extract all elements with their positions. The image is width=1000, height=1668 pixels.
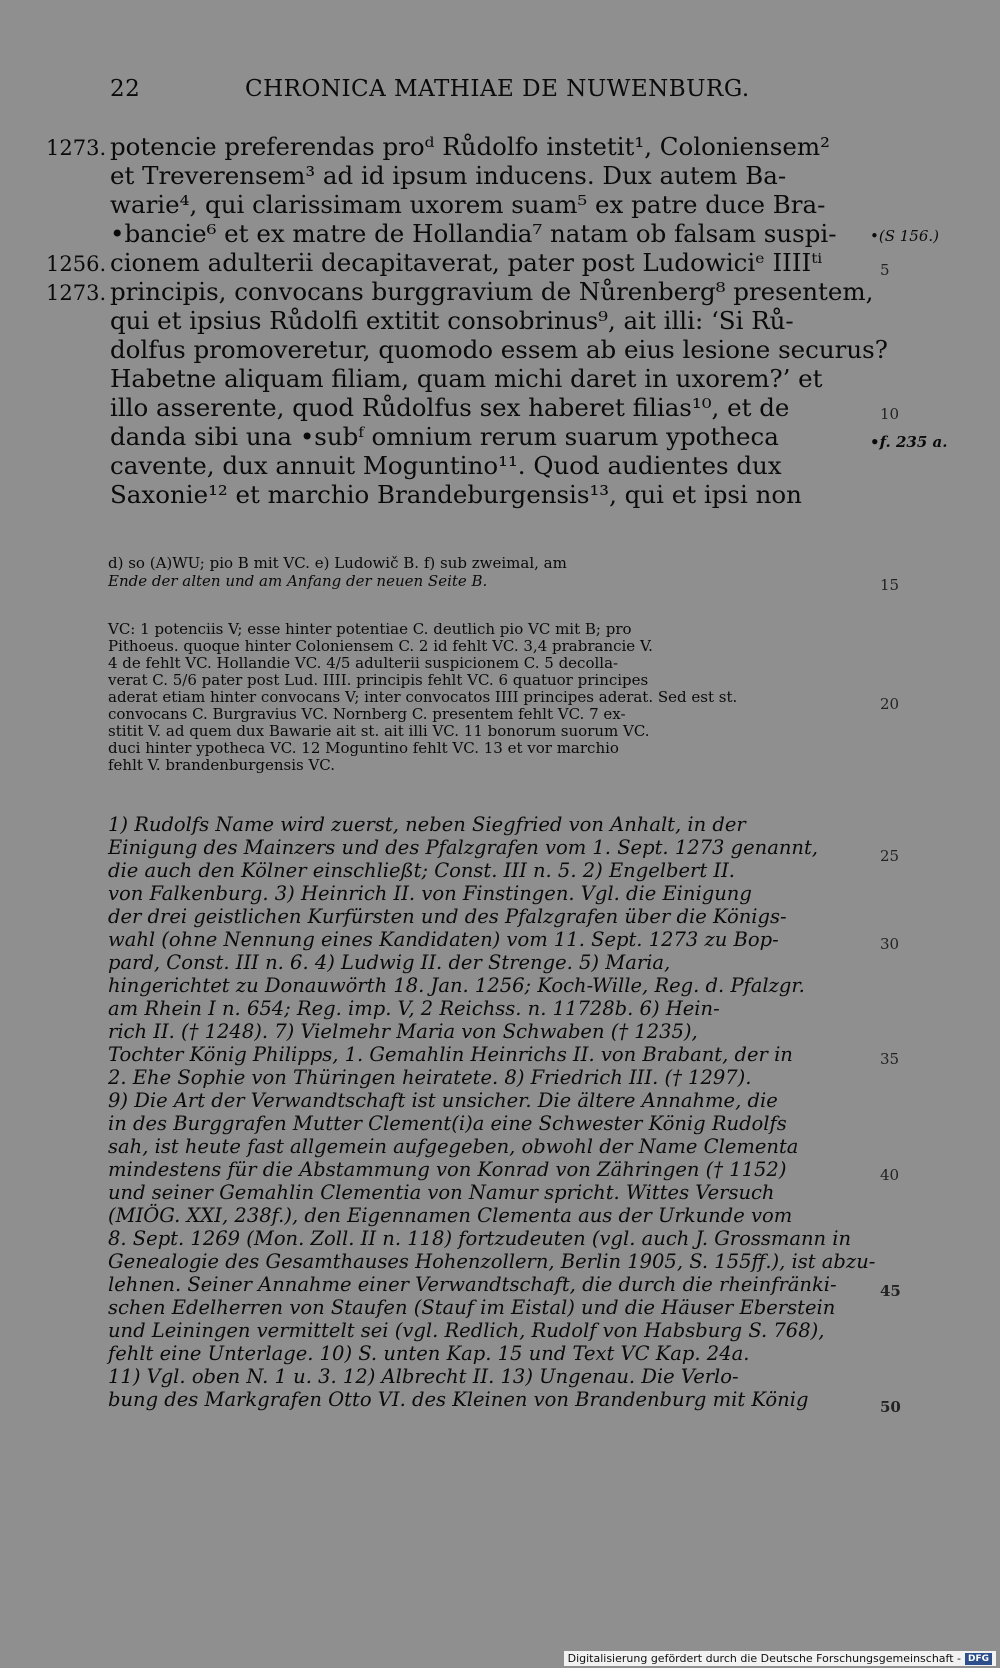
footnote-line: 9) Die Art der Verwandtschaft ist unsicher. Die ältere Annahme, die — [108, 1089, 778, 1112]
main-text-line: Habetne aliquam filiam, quam michi daret in uxorem?’ et — [110, 364, 823, 393]
running-title: CHRONICA MATHIAE DE NUWENBURG. — [245, 76, 750, 102]
footnote-line: 1) Rudolfs Name wird zuerst, neben Siegfried von Anhalt, in der — [108, 813, 746, 836]
margin-ms-reference: •(S 156.) — [870, 227, 939, 245]
apparatus-line: fehlt V. brandenburgensis VC. — [108, 756, 336, 774]
main-text-line: potencie preferendas proᵈ Růdolfo instetit¹, Coloniensem² — [110, 132, 830, 161]
apparatus-line: duci hinter ypotheca VC. 12 Moguntino fehlt VC. 13 et vor marchio — [108, 739, 619, 757]
line-number: 30 — [880, 935, 900, 953]
footnote-line: 11) Vgl. oben N. 1 u. 3. 12) Albrecht II. 13) Ungenau. Die Verlo- — [108, 1365, 739, 1388]
main-text-line: principis, convocans burggravium de Nůrenberg⁸ presentem, — [110, 277, 874, 306]
year-marker: 1273. — [46, 281, 107, 305]
footnote-line: wahl (ohne Nennung eines Kandidaten) vom 11. Sept. 1273 zu Bop- — [108, 928, 779, 951]
digitization-footer — [564, 1651, 996, 1666]
footnote-line: 8. Sept. 1269 (Mon. Zoll. II n. 118) fortzudeuten (vgl. auch J. Grossmann in — [108, 1227, 852, 1250]
line-number: 10 — [880, 405, 900, 423]
footnote-line: Einigung des Mainzers und des Pfalzgrafen vom 1. Sept. 1273 genannt, — [108, 836, 818, 859]
line-number: 40 — [880, 1166, 900, 1184]
apparatus-line: verat C. 5/6 pater post Lud. IIII. principis fehlt VC. 6 quatuor principes — [108, 671, 649, 689]
line-number: 35 — [880, 1050, 900, 1068]
footer-text: Digitalisierung gefördert durch die Deutsche Forschungsgemeinschaft - — [567, 1652, 961, 1665]
footnote-line: rich II. († 1248). 7) Vielmehr Maria von Schwaben († 1235), — [108, 1020, 698, 1043]
main-text-line: illo asserente, quod Růdolfus sex haberet filias¹⁰, et de — [110, 393, 790, 422]
footnote-line: sah, ist heute fast allgemein aufgegeben, obwohl der Name Clementa — [108, 1135, 799, 1158]
margin-ms-reference: •f. 235 a. — [870, 433, 948, 451]
apparatus-line: Pithoeus. quoque hinter Coloniensem C. 2 id fehlt VC. 3,4 prabrancie V. — [108, 637, 653, 655]
page-number: 22 — [110, 76, 141, 102]
footnote-line: in des Burggrafen Mutter Clement(i)a eine Schwester König Rudolfs — [108, 1112, 787, 1135]
apparatus-line: VC: 1 potenciis V; esse hinter potentiae C. deutlich pio VC mit B; pro — [108, 620, 632, 638]
main-text-line: warie⁴, qui clarissimam uxorem suam⁵ ex patre duce Bra- — [110, 190, 826, 219]
main-text-line: et Treverensem³ ad id ipsum inducens. Dux autem Ba- — [110, 161, 787, 190]
footnote-line: hingerichtet zu Donauwörth 18. Jan. 1256; Koch-Wille, Reg. d. Pfalzgr. — [108, 974, 805, 997]
footnote-line: pard, Const. III n. 6. 4) Ludwig II. der Strenge. 5) Maria, — [108, 951, 671, 974]
apparatus-line: d) so (A)WU; pio B mit VC. e) Ludowič B. f) sub zweimal, am — [108, 554, 567, 572]
main-text-line: •bancie⁶ et ex matre de Hollandia⁷ natam ob falsam suspi- — [110, 219, 837, 248]
main-text-line: danda sibi una •subᶠ omnium rerum suarum ypotheca — [110, 422, 779, 451]
line-number: 20 — [880, 695, 900, 713]
main-text-line: Saxonie¹² et marchio Brandeburgensis¹³, qui et ipsi non — [110, 480, 802, 509]
main-text-line: dolfus promoveretur, quomodo essem ab eius lesione securus? — [110, 335, 888, 364]
line-number: 15 — [880, 576, 900, 594]
line-number: 25 — [880, 847, 900, 865]
footnote-line: fehlt eine Unterlage. 10) S. unten Kap. 15 und Text VC Kap. 24a. — [108, 1342, 750, 1365]
apparatus-line: convocans C. Burgravius VC. Nornberg C. presentem fehlt VC. 7 ex- — [108, 705, 626, 723]
footnote-line: mindestens für die Abstammung von Konrad von Zähringen († 1152) — [108, 1158, 787, 1181]
footnote-line: und Leiningen vermittelt sei (vgl. Redlich, Rudolf von Habsburg S. 768), — [108, 1319, 825, 1342]
footnote-line: die auch den Kölner einschließt; Const. III n. 5. 2) Engelbert II. — [108, 859, 735, 882]
footnote-line: (MIÖG. XXI, 238f.), den Eigennamen Clementa aus der Urkunde vom — [108, 1204, 793, 1227]
footnote-line: Tochter König Philipps, 1. Gemahlin Heinrichs II. von Brabant, der in — [108, 1043, 793, 1066]
apparatus-line: 4 de fehlt VC. Hollandie VC. 4/5 adulterii suspicionem C. 5 decolla- — [108, 654, 619, 672]
footnote-line: schen Edelherren von Staufen (Stauf im Eistal) und die Häuser Eberstein — [108, 1296, 836, 1319]
footnote-line: Genealogie des Gesamthauses Hohenzollern, Berlin 1905, S. 155ff.), ist abzu- — [108, 1250, 876, 1273]
apparatus-line: Ende der alten und am Anfang der neuen Seite B. — [108, 572, 488, 590]
dfg-logo-icon: DFG — [965, 1653, 992, 1665]
year-marker: 1256. — [46, 252, 107, 276]
apparatus-line: stitit V. ad quem dux Bawarie ait st. ait illi VC. 11 bonorum suorum VC. — [108, 722, 650, 740]
footnote-line: bung des Markgrafen Otto VI. des Kleinen von Brandenburg mit König — [108, 1388, 809, 1411]
line-number: 45 — [880, 1282, 901, 1300]
footnote-line: der drei geistlichen Kurfürsten und des Pfalzgrafen über die Königs- — [108, 905, 787, 928]
main-text-line: qui et ipsius Růdolfi extitit consobrinus⁹, ait illi: ‘Si Rů- — [110, 306, 794, 335]
footnote-line: und seiner Gemahlin Clementia von Namur spricht. Wittes Versuch — [108, 1181, 775, 1204]
footnote-line: von Falkenburg. 3) Heinrich II. von Finstingen. Vgl. die Einigung — [108, 882, 752, 905]
year-marker: 1273. — [46, 136, 107, 160]
footnote-line: 2. Ehe Sophie von Thüringen heiratete. 8) Friedrich III. († 1297). — [108, 1066, 752, 1089]
footnote-line: lehnen. Seiner Annahme einer Verwandtschaft, die durch die rheinfränki- — [108, 1273, 837, 1296]
line-number: 5 — [880, 261, 890, 279]
line-number: 50 — [880, 1398, 901, 1416]
main-text-line: cionem adulterii decapitaverat, pater post Ludowiciᵉ IIIIᵗⁱ — [110, 248, 823, 277]
footnote-line: am Rhein I n. 654; Reg. imp. V, 2 Reichss. n. 11728b. 6) Hein- — [108, 997, 720, 1020]
apparatus-line: aderat etiam hinter convocans V; inter convocatos IIII principes aderat. Sed est st. — [108, 688, 738, 706]
main-text-line: cavente, dux annuit Moguntino¹¹. Quod audientes dux — [110, 451, 782, 480]
